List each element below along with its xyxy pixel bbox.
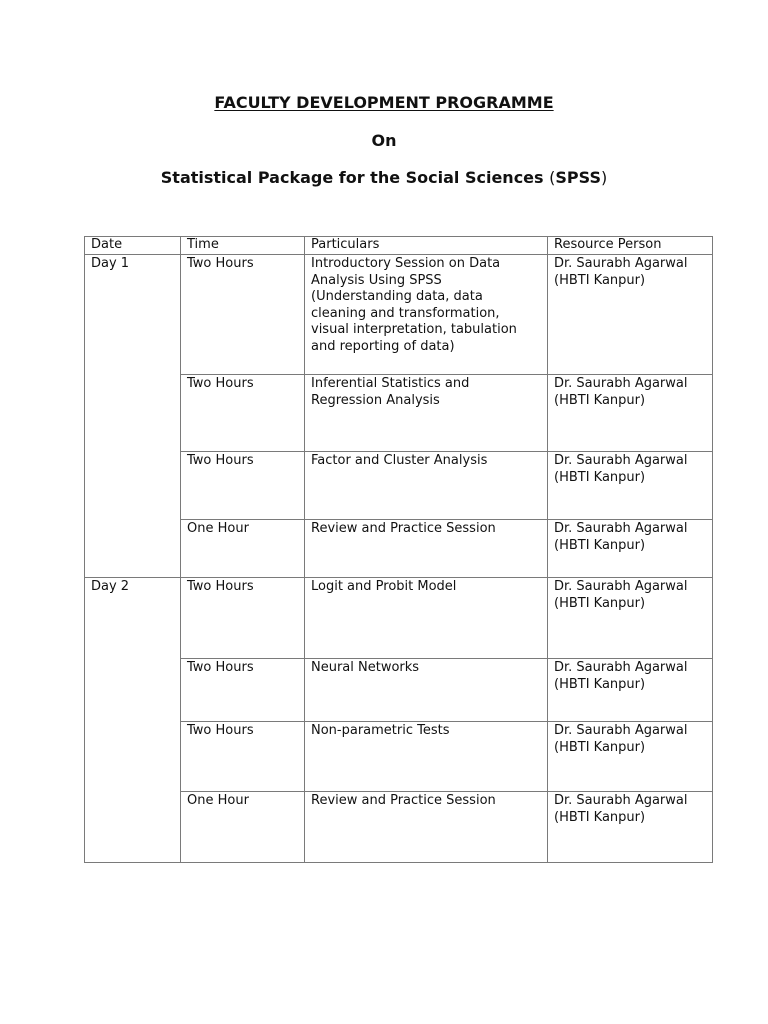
resource-person-cell: Dr. Saurabh Agarwal (HBTI Kanpur) [548, 375, 713, 452]
document-title: FACULTY DEVELOPMENT PROGRAMME [214, 93, 554, 112]
table-header-row [85, 237, 713, 255]
table-row [85, 255, 713, 375]
day-cell: Day 1 [85, 255, 181, 578]
schedule-table [84, 236, 713, 863]
time-cell: Two Hours [181, 722, 305, 792]
particulars-cell: Factor and Cluster Analysis [305, 452, 548, 520]
time-cell: Two Hours [181, 375, 305, 452]
resource-person-cell: Dr. Saurabh Agarwal (HBTI Kanpur) [548, 255, 713, 375]
time-cell: One Hour [181, 520, 305, 578]
topic-text: Statistical Package for the Social Sciences [160, 168, 544, 187]
time-cell: Two Hours [181, 578, 305, 659]
resource-person-cell: Dr. Saurabh Agarwal (HBTI Kanpur) [548, 722, 713, 792]
schedule-body [85, 255, 713, 863]
time-cell: Two Hours [181, 255, 305, 375]
header-time: Time [181, 237, 305, 255]
time-cell: Two Hours [181, 452, 305, 520]
time-cell: Two Hours [181, 659, 305, 722]
day-cell: Day 2 [85, 578, 181, 863]
topic-acronym: SPSS [555, 168, 601, 187]
resource-person-cell: Dr. Saurabh Agarwal (HBTI Kanpur) [548, 659, 713, 722]
header-resource-person: Resource Person [548, 237, 713, 255]
particulars-cell: Introductory Session on Data Analysis Using SPSS (Understanding data, data cleaning and transformation, visual interpretation, tabulation and reporting of data) [305, 255, 548, 375]
resource-person-cell: Dr. Saurabh Agarwal (HBTI Kanpur) [548, 520, 713, 578]
header-date: Date [85, 237, 181, 255]
particulars-cell: Neural Networks [305, 659, 548, 722]
particulars-cell: Review and Practice Session [305, 520, 548, 578]
time-cell: One Hour [181, 792, 305, 863]
resource-person-cell: Dr. Saurabh Agarwal (HBTI Kanpur) [548, 578, 713, 659]
document-subtitle: On [371, 131, 397, 150]
particulars-cell: Logit and Probit Model [305, 578, 548, 659]
resource-person-cell: Dr. Saurabh Agarwal (HBTI Kanpur) [548, 792, 713, 863]
particulars-cell: Inferential Statistics and Regression Analysis [305, 375, 548, 452]
table-row [85, 578, 713, 659]
document-topic: Statistical Package for the Social Sciences (SPSS) [160, 168, 608, 187]
particulars-cell: Review and Practice Session [305, 792, 548, 863]
header-particulars: Particulars [305, 237, 548, 255]
resource-person-cell: Dr. Saurabh Agarwal (HBTI Kanpur) [548, 452, 713, 520]
particulars-cell: Non-parametric Tests [305, 722, 548, 792]
